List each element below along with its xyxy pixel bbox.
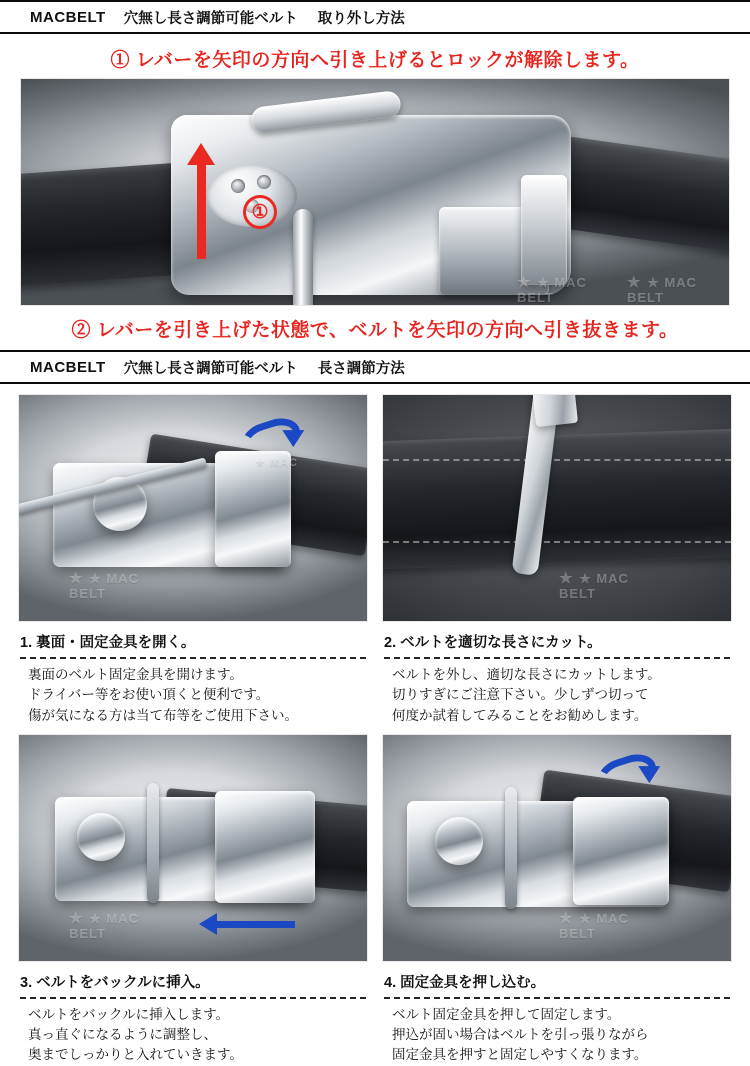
scissors-handle [530,394,578,427]
step-cell-1 [18,394,368,726]
step-photo-4 [382,734,732,962]
buckle-dial [77,813,125,861]
watermark: ★ ★ MAC BELT [69,570,139,601]
watermark: ★ ★ MAC BELT [517,274,587,305]
brand-label: MACBELT [30,8,106,26]
step-desc-line: 傷が気になる方は当て布等をご使用下さい。 [28,707,298,723]
step-badge-1: ① [243,195,277,229]
step-desc-line: 何度か試着してみることをお勧めします。 [392,707,648,723]
step-caption: 2. ベルトを適切な長さにカット。 [384,635,602,651]
buckle-pin [293,209,313,306]
step-desc-line: 真っ直ぐになるように調整し、 [28,1027,217,1042]
watermark: ★ ★ MAC BELT [559,909,629,941]
belt-stitch [383,541,731,543]
brand-label: MACBELT [30,358,106,376]
watermark: ★ ★ MAC BELT [559,570,629,601]
watermark: ★ ★ MAC BELT [69,909,139,941]
belt-strap [382,429,732,570]
fixing-bracket [573,797,669,905]
step-desc-line: ドライバー等をお使い頂くと便利です。 [28,687,270,703]
buckle-clip [521,175,567,285]
watermark-logo: ★ MAC [255,457,298,469]
fixing-bracket [215,791,315,903]
section-header-adjust [0,350,750,384]
red-up-arrow-icon [197,163,206,259]
product-label: 穴無し長さ調節可能ベルト [123,360,298,377]
dial-hole-icon [257,175,271,189]
buckle-dial [435,817,483,865]
step-cell-3 [18,734,368,1066]
steps-grid [0,384,750,1066]
step-desc-line: 裏面のベルト固定金具を開けます。 [28,667,243,682]
step-photo-2 [382,394,732,622]
step-caption: 1. 裏面・固定金具を開く。 [20,635,196,651]
step-desc-line: ベルトをバックルに挿入します。 [28,1006,230,1022]
step-cell-4 [382,734,732,1066]
step-caption: 4. 固定金具を押し込む。 [384,974,546,991]
divider [20,997,366,999]
fixing-bracket [215,451,291,567]
section-subtitle: 長さ調節方法 [317,360,405,377]
step-desc-line: ベルト固定金具を押して固定します。 [392,1006,621,1022]
step2-instruction: ② レバーを引き上げた状態で、ベルトを矢印の方向へ引き抜きます。 [71,319,679,341]
step-photo-3 [18,734,368,962]
product-label: 穴無し長さ調節可能ベルト [123,10,298,27]
step-desc-line: 奥までしっかりと入れていきます。 [28,1047,243,1063]
step-photo-1 [18,394,368,622]
step-caption: 3. ベルトをバックルに挿入。 [20,974,210,991]
section-subtitle: 取り外し方法 [317,10,405,27]
blue-left-arrow-icon [217,921,295,928]
step-desc-line: 押込が固い場合はベルトを引っ張りながら [392,1027,649,1042]
belt-stitch [383,459,731,461]
step-desc-line: ベルトを外し、適切な長さにカットします。 [392,667,661,682]
step-desc-line: 固定金具を押すと固定しやすくなります。 [392,1047,648,1063]
step-desc-line: 切りすぎにご注意下さい。少しずつ切って [392,687,649,703]
watermark: ★ ★ MAC BELT [627,274,697,305]
section-header-removal [0,0,750,34]
step-cell-2 [382,394,732,726]
divider [20,657,366,659]
dial-hole-icon [231,179,245,193]
removal-photo [20,78,730,306]
divider [384,997,730,999]
step1-instruction: ① レバーを矢印の方向へ引き上げるとロックが解除します。 [110,49,640,71]
buckle-pin [147,783,159,903]
buckle-pin [505,787,517,909]
divider [384,657,730,659]
